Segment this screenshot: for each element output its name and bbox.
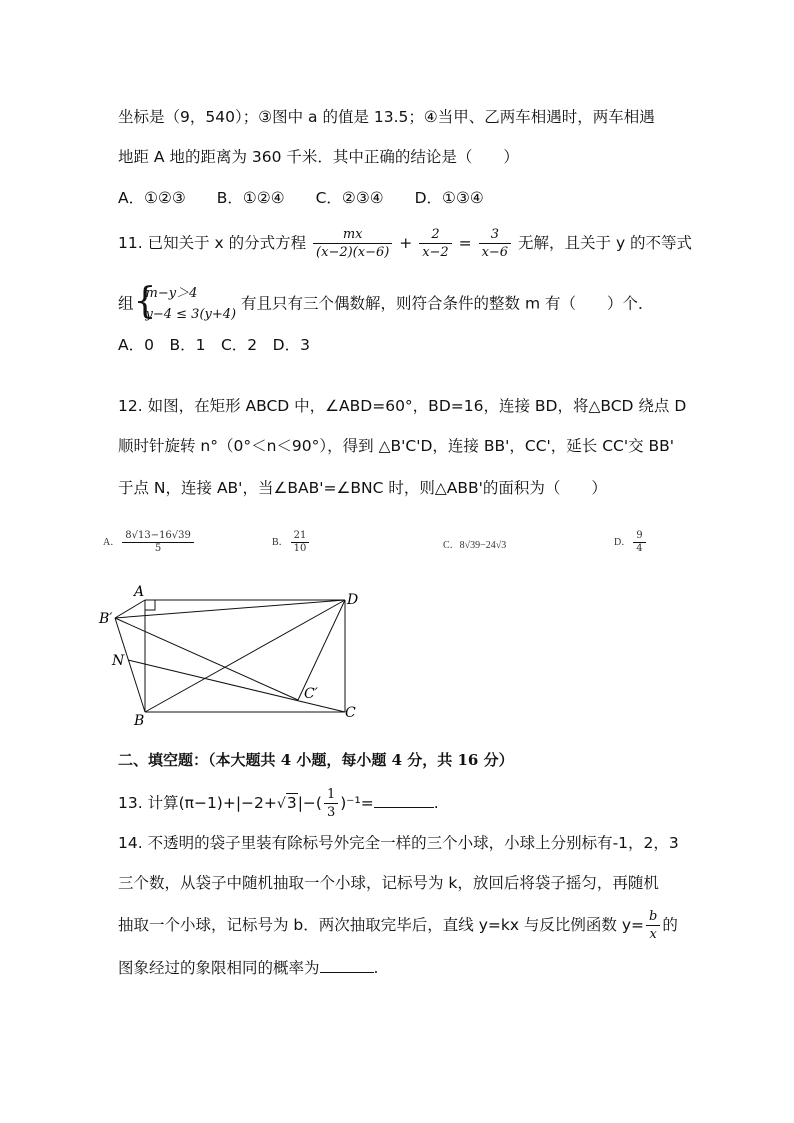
- q11-f1-numerator: mx: [313, 226, 392, 244]
- section-2-heading: 二、填空题：（本大题共 4 小题，每小题 4 分，共 16 分）: [118, 751, 514, 769]
- q13-end: .: [433, 794, 439, 812]
- q11-fraction-3: [479, 226, 512, 261]
- segment-BpD: [115, 600, 345, 618]
- q10-line1: 坐标是（9，540）；③图中 a 的值是 13.5；④当甲、乙两车相遇时，两车相遇: [118, 108, 655, 126]
- q12-option-b-denominator: 10: [293, 543, 307, 554]
- q12-option-d: [614, 530, 648, 555]
- q12-line3: 于点 N，连接 AB'，当∠BAB'=∠BNC 时，则△ABB'的面积为（ ）: [118, 479, 607, 497]
- q12-option-a-denominator: 5: [154, 543, 162, 554]
- q11-suffix2: 有且只有三个偶数解，则符合条件的整数 m 有（ ）个．: [241, 294, 654, 313]
- q12-option-a-numerator: 8√13−16√39: [122, 530, 194, 543]
- q13-fraction-denominator: 3: [326, 805, 336, 820]
- q11-suffix: 无解，且关于 y 的不等式: [518, 234, 693, 252]
- q12-option-b: [272, 530, 311, 555]
- q11-fraction-1: [313, 226, 392, 261]
- label-D: D: [347, 592, 359, 608]
- label-A: A: [134, 584, 145, 600]
- q11-fraction-2: [419, 226, 452, 261]
- q12-option-d-denominator: 4: [636, 543, 643, 554]
- q11-sys-row1: m−y＞4: [145, 286, 198, 301]
- segment-BpA: [115, 600, 145, 618]
- q11-f1-denominator: (x−2)(x−6): [316, 245, 390, 260]
- q12-option-d-fraction: [633, 530, 645, 555]
- q14-line4-end: .: [373, 959, 379, 977]
- q13-fraction: [324, 786, 338, 821]
- q12-option-c-expression: 8√39−24√3: [459, 540, 507, 551]
- label-N: N: [112, 653, 125, 669]
- q11-prefix: 11. 已知关于 x 的分式方程: [118, 234, 307, 252]
- q11-options: A．0 B．1 C．2 D．3: [118, 336, 310, 354]
- q14-line3-suffix: 的: [662, 916, 678, 934]
- label-Cp: C′: [304, 686, 318, 702]
- q13-answer-blank[interactable]: [374, 793, 434, 808]
- q14-line4-text: 图象经过的象限相同的概率为: [118, 959, 320, 977]
- q13-prefix: 13. 计算(π−1)+|−2+: [118, 794, 277, 812]
- label-B: B: [134, 713, 145, 729]
- q14-line3-prefix: 抽取一个小球，记标号为 b．两次抽取完毕后，直线 y=kx 与反比例函数 y=: [118, 916, 645, 934]
- q12-option-c-label: C．: [443, 540, 460, 551]
- right-angle-mark: [145, 600, 155, 610]
- segment-BpCp: [115, 618, 298, 700]
- q12-option-a-label: A．: [103, 536, 121, 548]
- q11-line2: [118, 283, 654, 325]
- q14-fraction-denominator: x: [649, 927, 657, 942]
- q11-f2-numerator: 2: [419, 226, 452, 244]
- q14-line3: [118, 906, 678, 944]
- q11-plus: +: [399, 234, 413, 252]
- sqrt-icon: √: [276, 796, 286, 812]
- q12-option-d-label: D．: [614, 536, 632, 548]
- q11-f3-denominator: x−6: [481, 245, 509, 260]
- q11-f2-denominator: x−2: [422, 245, 449, 260]
- q12-option-a-fraction: [122, 530, 194, 555]
- q11-f3-numerator: 3: [479, 226, 512, 244]
- q13-sqrt-value: 3: [286, 794, 297, 812]
- q14-fraction-numerator: b: [646, 908, 660, 926]
- rectangle-rotation-figure: [95, 580, 370, 730]
- q12-option-b-label: B．: [272, 536, 289, 548]
- q13-fraction-numerator: 1: [324, 786, 338, 804]
- q14-line2: 三个数，从袋子中随机抽取一个小球，记标号为 k，放回后将袋子摇匀，再随机: [118, 874, 659, 892]
- q12-option-b-numerator: 21: [291, 530, 310, 543]
- q14-line4: [118, 957, 378, 979]
- q11-equals: =: [458, 234, 472, 252]
- q11-zu: 组: [118, 294, 134, 313]
- q13-line: [118, 786, 439, 821]
- q14-line1: 14. 不透明的袋子里装有除标号外完全一样的三个小球，小球上分别标有-1，2，3: [118, 834, 679, 852]
- brace-icon: {: [133, 281, 157, 322]
- q12-option-a: [103, 530, 196, 555]
- q13-mid: |−(: [297, 794, 322, 812]
- q12-option-d-numerator: 9: [633, 530, 645, 543]
- q11-inequality-system: [134, 283, 237, 325]
- segment-DCp: [298, 600, 345, 700]
- q10-line2: 地距 A 地的距离为 360 千米．其中正确的结论是（ ）: [118, 148, 519, 166]
- q11-sys-row2: y−4 ≤ 3(y+4): [145, 307, 237, 322]
- label-Bp: B′: [99, 611, 113, 627]
- q12-option-c: [443, 536, 506, 551]
- q12-option-b-fraction: [291, 530, 310, 555]
- q11-line1: [118, 226, 692, 261]
- q12-line1: 12. 如图，在矩形 ABCD 中，∠ABD=60°，BD=16，连接 BD，将△BCD 绕点 D: [118, 397, 687, 415]
- q14-fraction: [646, 908, 660, 943]
- q12-line2: 顺时针旋转 n°（0°＜n＜90°），得到 △B'C'D，连接 BB'，CC'，延长 CC'交 BB': [118, 437, 675, 455]
- q10-options: A．①②③ B．①②④ C．②③④ D．①③④: [118, 189, 484, 207]
- q14-answer-blank[interactable]: [320, 958, 374, 973]
- q13-post: )⁻¹=: [340, 794, 374, 812]
- label-C: C: [345, 705, 356, 721]
